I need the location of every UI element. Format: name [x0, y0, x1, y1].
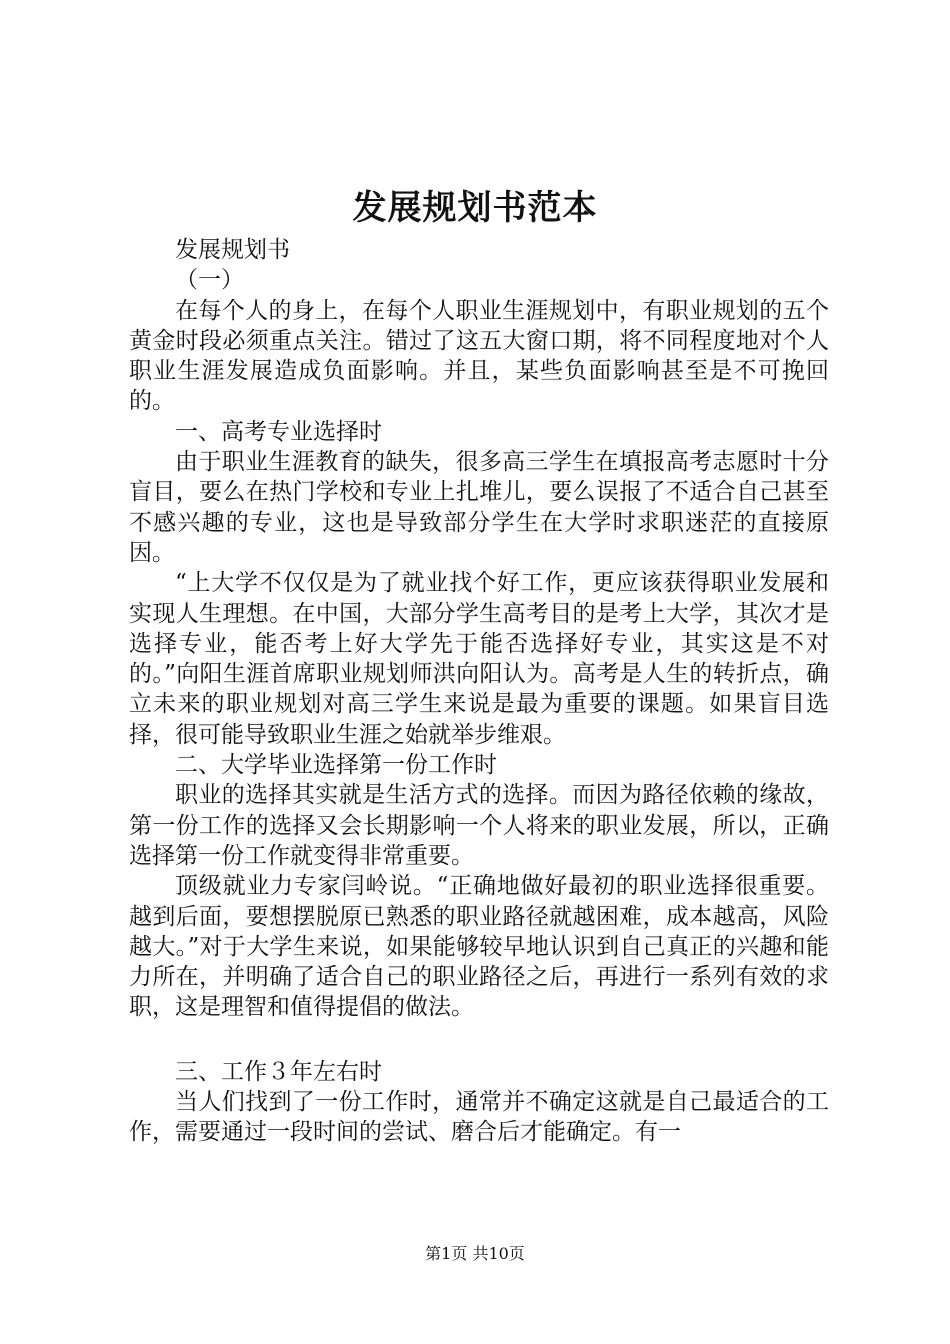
- section-heading: 三、工作３年左右时: [175, 1058, 382, 1085]
- document-body: [129, 235, 829, 1148]
- paragraph: “上大学不仅仅是为了就业找个好工作，更应该获得职业发展和实现人生理想。在中国，大部分学生高考目的是考上大学，其次才是选择专业，能否考上好大学先于能否选择好专业，其实这是不对的。”向阳生涯首席职业规划师洪向阳认为。高考是人生的转折点，确立未来的职业规划对高三学生来说是最为重要的课题。如果盲目选择，很可能导致职业生涯之始就举步维艰。: [129, 570, 829, 748]
- paragraph-heading: 发展规划书: [175, 237, 290, 263]
- paragraph: 当人们找到了一份工作时，通常并不确定这就是自己最适合的工作，需要通过一段时间的尝试、磨合后才能确定。有一: [129, 1089, 829, 1146]
- paragraph: 在每个人的身上，在每个人职业生涯规划中，有职业规划的五个黄金时段必须重点关注。错过了这五大窗口期，将不同程度地对个人职业生涯发展造成负面影响。并且，某些负面影响甚至是不可挽回的。: [129, 297, 829, 415]
- section-heading: 二、大学毕业选择第一份工作时: [175, 752, 497, 779]
- paragraph: 职业的选择其实就是生活方式的选择。而因为路径依赖的缘故，第一份工作的选择又会长期影响一个人将来的职业发展，所以，正确选择第一份工作就变得非常重要。: [129, 782, 829, 869]
- paragraph-section-number: （一）: [175, 267, 244, 294]
- section-heading: 一、高考专业选择时: [175, 418, 382, 445]
- document-title: 发展规划书范本: [352, 188, 598, 228]
- paragraph: 由于职业生涯教育的缺失，很多高三学生在填报高考志愿时十分盲目，要么在热门学校和专业上扎堆儿，要么误报了不适合自己甚至不感兴趣的专业，这也是导致部分学生在大学时求职迷茫的直接原因。: [129, 449, 829, 566]
- page-footer: 第1页 共10页: [425, 1244, 525, 1263]
- paragraph: 顶级就业力专家闫岭说。“正确地做好最初的职业选择很重要。越到后面，要想摆脱原已熟悉的职业路径就越困难，成本越高，风险越大。”对于大学生来说，如果能够较早地认识到自己真正的兴趣和能力所在，并明确了适合自己的职业路径之后，再进行一系列有效的求职，这是理智和值得提倡的做法。: [129, 873, 829, 1021]
